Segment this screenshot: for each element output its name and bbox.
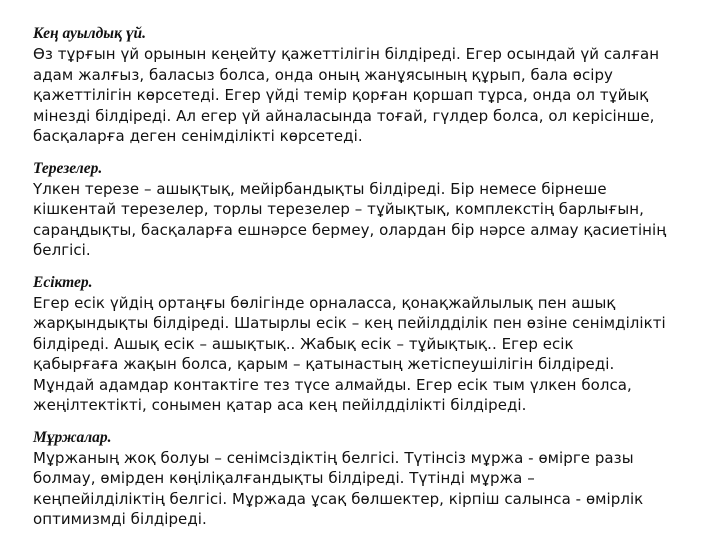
section-doors [33, 273, 693, 416]
paragraph-line: Өз тұрғын үй орынын кеңейту қажеттілігін білдіреді. Егер осындай үй салған [33, 45, 660, 63]
paragraph-line: сараңдықты, басқаларға ешнәрсе бермеу, олардан бір нәрсе алмау қасиетінің [33, 220, 667, 239]
section-spacious-house [33, 24, 693, 147]
section-heading: Есіктер. [33, 273, 93, 291]
paragraph-line: кішкентай терезелер, торлы терезелер – тұйықтық, комплекстің барлығын, [33, 200, 644, 218]
section-heading: Мұржалар. [33, 428, 112, 446]
paragraph-line: Мұржаның жоқ болуы – сенімсіздіктің белгісі. Түтінсіз мұржа - өмірге разы [33, 448, 634, 467]
section-heading: Кең ауылдық үй. [33, 25, 147, 42]
paragraph-line: білдіреді. Ашық есік – ашықтық.. Жабық есік – тұйықтық.. Егер есік [33, 334, 574, 353]
section-windows [33, 159, 693, 261]
paragraph-line: болмау, өмірден көңіліқалғандықты білдіреді. Түтінді мұржа – [33, 469, 535, 487]
paragraph-line: жеңілтектікті, сонымен қатар аса кең пейілдділікті білдіреді. [33, 396, 527, 414]
paragraph-line: Үлкен терезе – ашықтық, мейірбандықты білдіреді. Бір немесе бірнеше [33, 179, 607, 198]
paragraph-line: кеңпейілділіктің белгісі. Мұржада ұсақ бөлшектер, кірпіш салынса - өмірлік [33, 489, 644, 508]
paragraph-line: оптимизмді білдіреді. [33, 510, 207, 528]
document-page [33, 24, 693, 542]
paragraph-line: қабырғаға жақын болса, қарым – қатынастың жетіспеушілігін білдіреді. [33, 355, 615, 373]
paragraph-line: басқаларға деген сенімділікті көрсетеді. [33, 127, 363, 145]
paragraph-line: қажеттілігін көрсетеді. Егер үйді темір қорған қоршап тұрса, онда ол тұйық [33, 86, 649, 104]
paragraph-line: белгісі. [33, 241, 91, 259]
paragraph-line: адам жалғыз, баласыз болса, онда оның жанұясының құрып, бала өсіру [33, 65, 613, 84]
section-heading: Терезелер. [33, 159, 103, 177]
paragraph-line: Мұндай адамдар контактіге тез түсе алмайды. Егер есік тым үлкен болса, [33, 375, 632, 394]
section-chimneys [33, 428, 693, 530]
paragraph-line: Егер есік үйдің ортаңғы бөлігінде орналасса, қонақжайлылық пен ашық [33, 293, 616, 312]
paragraph-line: жарқындықты білдіреді. Шатырлы есік – кең пейілдділік пен өзіне сенімділікті [33, 314, 666, 332]
paragraph-line: мінезді білдіреді. Ал егер үй айналасында тоғай, гүлдер болса, ол керісінше, [33, 106, 655, 125]
